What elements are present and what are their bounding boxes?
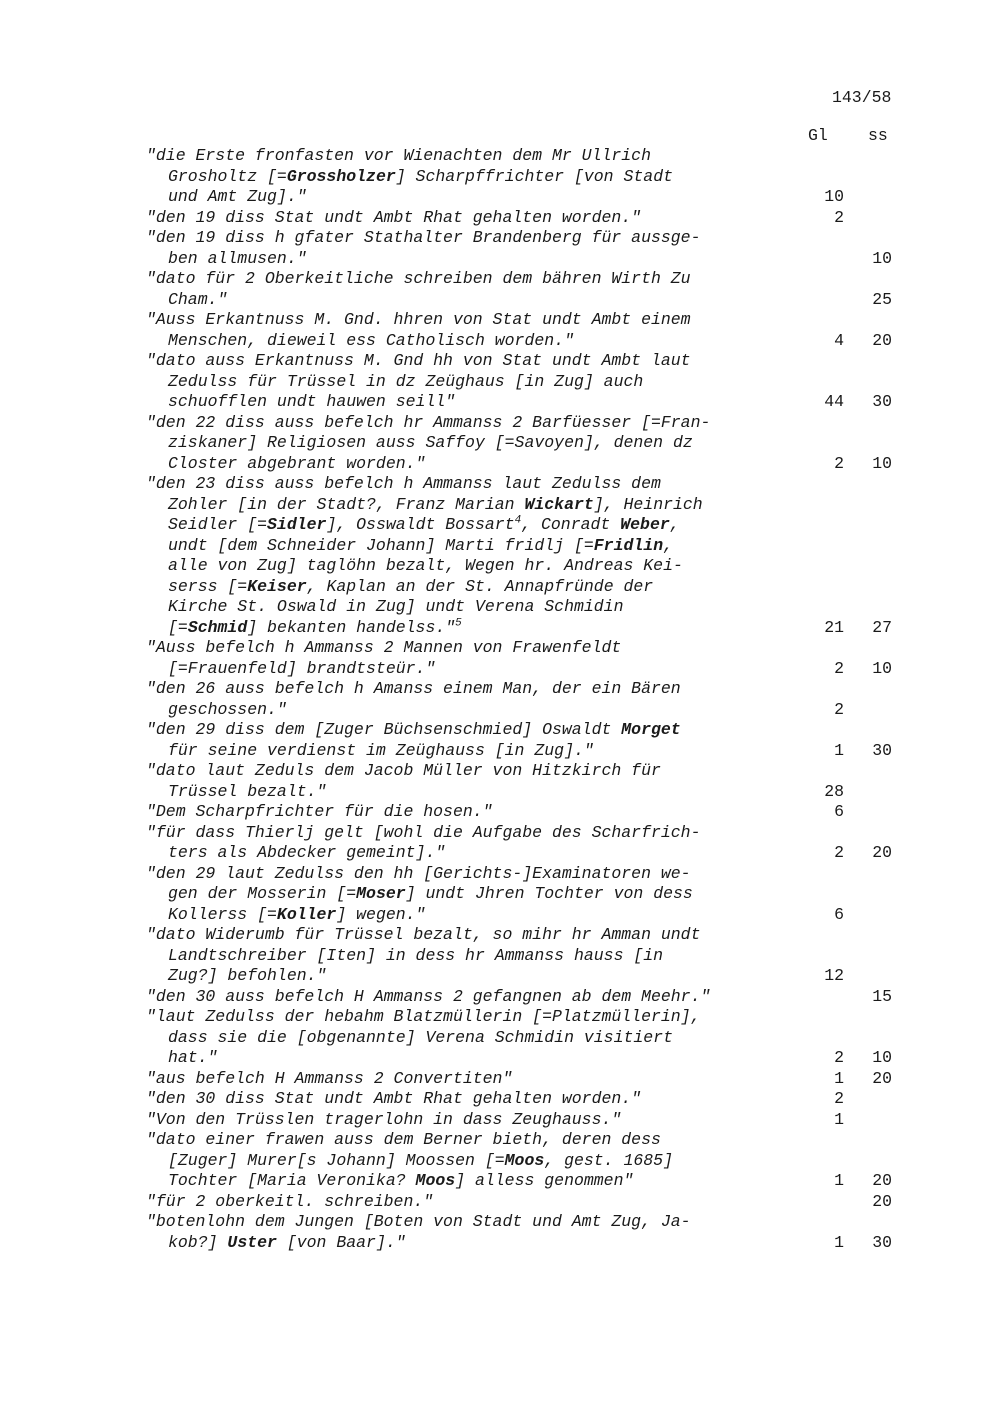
- entry-text: "den 19 diss Stat undt Ambt Rhat gehalten worden.": [146, 207, 642, 227]
- entry-text: Tochter [Maria Veronika? Moos] alless genommen": [168, 1171, 634, 1190]
- ledger-entry: [0, 208, 1000, 229]
- entry-line: [0, 536, 1000, 557]
- entry-text: "dato Widerumb für Trüssel bezalt, so mihr hr Amman undt: [146, 925, 701, 944]
- entry-line: [0, 1151, 1000, 1172]
- surname-emphasis: Schmid: [187, 617, 248, 637]
- entry-line: [0, 925, 1000, 946]
- entry-text: Kollerss [=Koller] wegen.": [168, 904, 426, 924]
- amount-schilling: 20: [872, 843, 892, 862]
- ledger-entry: [0, 310, 1000, 351]
- entry-text: geschossen.": [168, 699, 287, 719]
- entry-text: "die Erste fronfasten vor Wienachten dem Mr Ullrich: [146, 146, 651, 165]
- entry-text: "Auss Erkantnuss M. Gnd. hhren von Stat undt Ambt einem: [146, 310, 691, 329]
- amount-gulden: 10: [824, 187, 844, 206]
- entry-line: [0, 905, 1000, 926]
- entry-line: [0, 1171, 1000, 1192]
- amount-schilling: 30: [872, 740, 892, 760]
- surname-emphasis: Koller: [276, 904, 337, 924]
- entry-line: [0, 556, 1000, 577]
- entry-line: [0, 946, 1000, 967]
- ledger-entry: [0, 864, 1000, 926]
- entry-line: [0, 679, 1000, 700]
- ledger-entry: [0, 761, 1000, 802]
- entry-line: [0, 372, 1000, 393]
- entry-text: "aus befelch H Ammanss 2 Convertiten": [146, 1068, 513, 1088]
- entry-text: "Von den Trüsslen tragerlohn in dass Zeughauss.": [146, 1109, 622, 1129]
- entry-text: serss [=Keiser, Kaplan an der St. Annapfründe der: [168, 576, 654, 596]
- entry-text: "für 2 oberkeitl. schreiben.": [146, 1191, 434, 1211]
- amount-gulden: 2: [834, 658, 844, 678]
- ledger-entry: [0, 1110, 1000, 1131]
- amount-gulden: 2: [834, 207, 844, 227]
- amount-schilling: 10: [872, 248, 892, 268]
- surname-emphasis: Keiser: [247, 576, 307, 596]
- entry-line: [0, 638, 1000, 659]
- ledger-entry: [0, 228, 1000, 269]
- entry-line: [0, 1007, 1000, 1028]
- amount-gulden: 1: [834, 1109, 844, 1129]
- amount-schilling: 10: [872, 658, 892, 678]
- entry-text: "botenlohn dem Jungen [Boten von Stadt und Amt Zug, Ja-: [146, 1212, 691, 1231]
- entry-line: [0, 208, 1000, 229]
- entry-text: [=Schmid] bekanten handelss."$^5$: [168, 617, 462, 637]
- page-number: 143/58: [832, 88, 892, 107]
- entry-line: [0, 782, 1000, 803]
- column-header-gl: Gl: [808, 126, 828, 145]
- entry-text: "den 30 auss befelch H Ammanss 2 gefangnen ab dem Meehr.": [146, 986, 711, 1006]
- amount-schilling: 20: [872, 1191, 892, 1211]
- amount-schilling: 30: [872, 1232, 892, 1252]
- entry-line: [0, 720, 1000, 741]
- entry-text: "den 29 diss dem [Zuger Büchsenschmied] Oswaldt Morget: [146, 720, 681, 739]
- entry-line: [0, 1212, 1000, 1233]
- entry-line: [0, 823, 1000, 844]
- entry-text: "dato auss Erkantnuss M. Gnd hh von Stat undt Ambt laut: [146, 351, 691, 370]
- entry-text: "Dem Scharpfrichter für die hosen.": [146, 802, 493, 821]
- entry-line: [0, 1089, 1000, 1110]
- entry-text: "für dass Thierlj gelt [wohl die Aufgabe des Scharfrich-: [146, 822, 701, 842]
- amount-gulden: 2: [834, 1048, 844, 1067]
- entry-line: [0, 310, 1000, 331]
- amount-schilling: 20: [872, 1171, 892, 1190]
- entry-line: [0, 290, 1000, 311]
- surname-emphasis: Moos: [504, 1150, 545, 1170]
- entry-text: "den 23 diss auss befelch h Ammanss laut Zedulss dem: [146, 474, 661, 493]
- entry-line: [0, 597, 1000, 618]
- entry-text: "dato laut Zeduls dem Jacob Müller von Hitzkirch für: [146, 761, 661, 780]
- amount-gulden: 1: [834, 1232, 844, 1252]
- entry-text: Closter abgebrant worden.": [168, 453, 426, 473]
- amount-schilling: 15: [872, 986, 892, 1006]
- ledger-entry: [0, 269, 1000, 310]
- entry-text: ters als Abdecker gemeint].": [168, 843, 446, 862]
- amount-gulden: 12: [824, 966, 844, 985]
- amount-gulden: 1: [834, 740, 844, 760]
- entry-line: [0, 1028, 1000, 1049]
- entry-line: [0, 1192, 1000, 1213]
- amount-gulden: 2: [834, 699, 844, 719]
- amount-gulden: 4: [834, 330, 844, 350]
- amount-gulden: 2: [834, 1089, 844, 1108]
- amount-schilling: 30: [872, 392, 892, 411]
- entry-line: [0, 884, 1000, 905]
- entry-text: Landtschreiber [Iten] in dess hr Ammanss hauss [in: [168, 945, 664, 965]
- ledger-entry: [0, 823, 1000, 864]
- entry-line: [0, 269, 1000, 290]
- entry-text: "dato einer frawen auss dem Berner bieth, deren dess: [146, 1130, 661, 1149]
- ledger-entry: [0, 925, 1000, 987]
- entry-text: kob?] Uster [von Baar].": [168, 1232, 406, 1252]
- entry-line: [0, 351, 1000, 372]
- entry-line: [0, 1110, 1000, 1131]
- entry-text: Kirche St. Oswald in Zug] undt Verena Schmidin: [168, 597, 624, 616]
- entry-line: [0, 864, 1000, 885]
- ledger-entry: [0, 720, 1000, 761]
- entry-line: [0, 167, 1000, 188]
- entry-line: [0, 146, 1000, 167]
- entry-text: "laut Zedulss der hebahm Blatzmüllerin [=Platzmüllerin],: [146, 1007, 701, 1026]
- ledger-entry: [0, 1212, 1000, 1253]
- entry-text: "den 30 diss Stat undt Ambt Rhat gehalten worden.": [146, 1089, 642, 1108]
- surname-emphasis: Moser: [356, 884, 406, 903]
- entry-line: [0, 392, 1000, 413]
- amount-gulden: 1: [834, 1068, 844, 1088]
- entry-text: "den 29 laut Zedulss den hh [Gerichts-]Examinatoren we-: [146, 863, 691, 883]
- column-header: [0, 126, 1000, 146]
- entry-line: [0, 515, 1000, 536]
- ledger-entry: [0, 987, 1000, 1008]
- amount-gulden: 6: [834, 904, 844, 924]
- entry-line: [0, 843, 1000, 864]
- amount-schilling: 25: [872, 289, 892, 309]
- entry-line: [0, 700, 1000, 721]
- ledger-entry: [0, 146, 1000, 208]
- entry-text: dass sie die [obgenannte] Verena Schmidin visitiert: [168, 1027, 673, 1047]
- entry-text: gen der Mosserin [=Moser] undt Jhren Tochter von dess: [168, 884, 693, 903]
- entry-text: Trüssel bezalt.": [168, 781, 327, 801]
- surname-emphasis: Sidler: [267, 515, 327, 534]
- surname-emphasis: Weber: [620, 515, 670, 534]
- entry-text: ben allmusen.": [168, 248, 307, 268]
- entry-line: [0, 802, 1000, 823]
- surname-emphasis: Wickart: [524, 494, 594, 514]
- ledger-entry: [0, 413, 1000, 475]
- entry-line: [0, 741, 1000, 762]
- entry-text: Menschen, dieweil ess Catholisch worden.": [168, 330, 574, 350]
- surname-emphasis: Uster: [227, 1232, 277, 1252]
- column-header-ss: ss: [868, 126, 888, 145]
- ledger-entry: [0, 474, 1000, 638]
- entry-line: [0, 413, 1000, 434]
- amount-gulden: 28: [824, 781, 844, 801]
- surname-emphasis: Fridlin: [593, 535, 664, 555]
- amount-schilling: 10: [872, 453, 892, 473]
- ledger-entry: [0, 1069, 1000, 1090]
- entry-text: "den 26 auss befelch h Amanss einem Man, der ein Bären: [146, 679, 681, 698]
- entry-text: "dato für 2 Oberkeitliche schreiben dem bähren Wirth Zu: [146, 269, 691, 288]
- ledger-entry: [0, 1192, 1000, 1213]
- entry-line: [0, 1048, 1000, 1069]
- amount-gulden: 6: [834, 802, 844, 821]
- entry-text: [=Frauenfeld] brandtsteür.": [168, 658, 436, 678]
- amount-schilling: 10: [872, 1048, 892, 1067]
- entry-text: Grosholtz [=Grossholzer] Scharpffrichter [von Stadt: [168, 166, 673, 186]
- ledger-entry: [0, 1007, 1000, 1069]
- amount-schilling: 20: [872, 1068, 892, 1088]
- entry-text: "den 19 diss h gfater Stathalter Brandenberg für aussge-: [146, 228, 701, 247]
- entry-line: [0, 618, 1000, 639]
- ledger-entry: [0, 679, 1000, 720]
- entry-line: [0, 577, 1000, 598]
- surname-emphasis: Moos: [415, 1171, 456, 1190]
- entry-text: alle von Zug] taglöhn bezalt, Wegen hr. Andreas Kei-: [168, 556, 683, 575]
- amount-schilling: 27: [872, 617, 892, 637]
- entry-line: [0, 761, 1000, 782]
- entry-line: [0, 249, 1000, 270]
- entry-line: [0, 454, 1000, 475]
- amount-gulden: 2: [834, 453, 844, 473]
- entry-text: Zohler [in der Stadt?, Franz Marian Wickart], Heinrich: [168, 494, 703, 514]
- entry-line: [0, 228, 1000, 249]
- entry-line: [0, 987, 1000, 1008]
- amount-gulden: 21: [824, 617, 844, 637]
- entry-text: "den 22 diss auss befelch hr Ammanss 2 Barfüesser [=Fran-: [146, 412, 711, 432]
- entry-text: für seine verdienst im Zeüghauss [in Zug].": [168, 740, 594, 760]
- footnote-marker: 5: [455, 617, 462, 629]
- entry-text: Zedulss für Trüssel in dz Zeüghaus [in Zug] auch: [168, 371, 644, 391]
- amount-schilling: 20: [872, 330, 892, 350]
- entry-text: Zug?] befohlen.": [168, 966, 327, 985]
- entry-text: Seidler [=Sidler], Osswaldt Bossart$^4$, Conradt Weber,: [168, 514, 680, 534]
- ledger-entry: [0, 638, 1000, 679]
- surname-emphasis: Morget: [621, 720, 681, 739]
- entry-line: [0, 474, 1000, 495]
- amount-gulden: 2: [834, 843, 844, 862]
- entry-line: [0, 1233, 1000, 1254]
- entry-text: hat.": [168, 1048, 218, 1067]
- amount-gulden: 1: [834, 1171, 844, 1190]
- surname-emphasis: Grossholzer: [286, 166, 396, 186]
- footnote-marker: 4: [514, 514, 522, 527]
- entry-line: [0, 1069, 1000, 1090]
- ledger-entry: [0, 1089, 1000, 1110]
- ledger-entry: [0, 802, 1000, 823]
- entry-line: [0, 1130, 1000, 1151]
- entry-line: [0, 187, 1000, 208]
- entry-text: "Auss befelch h Ammanss 2 Mannen von Frawenfeldt: [146, 638, 622, 657]
- amount-gulden: 44: [824, 392, 844, 411]
- ledger-entries: [0, 146, 1000, 1253]
- entry-line: [0, 966, 1000, 987]
- ledger-entry: [0, 1130, 1000, 1192]
- entry-line: [0, 433, 1000, 454]
- entry-line: [0, 495, 1000, 516]
- entry-line: [0, 659, 1000, 680]
- entry-text: [Zuger] Murer[s Johann] Moossen [=Moos, gest. 1685]: [168, 1150, 673, 1170]
- entry-text: Cham.": [168, 289, 228, 309]
- entry-text: und Amt Zug].": [168, 187, 307, 206]
- entry-line: [0, 331, 1000, 352]
- ledger-entry: [0, 351, 1000, 413]
- entry-text: ziskaner] Religiosen auss Saffoy [=Savoyen], denen dz: [168, 433, 693, 452]
- entry-text: schuofflen undt hauwen seill": [168, 392, 456, 411]
- entry-text: undt [dem Schneider Johann] Marti fridlj [=Fridlin,: [168, 535, 673, 555]
